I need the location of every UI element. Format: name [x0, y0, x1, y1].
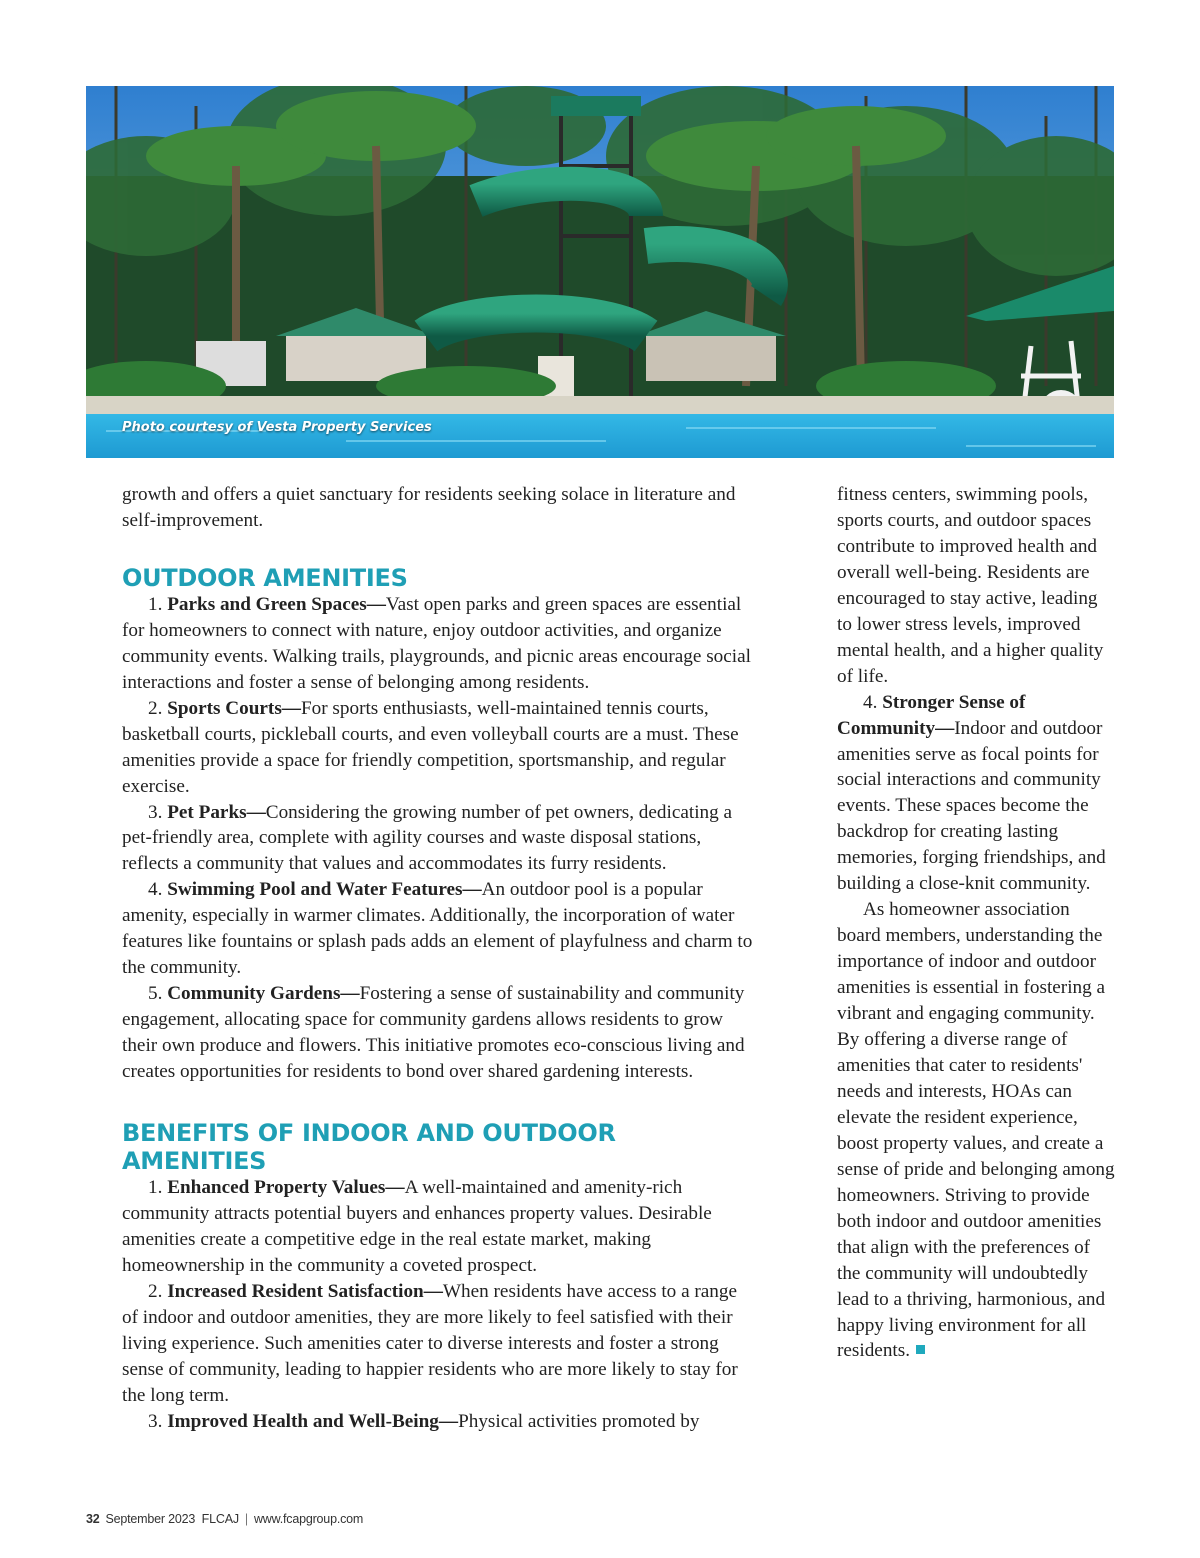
closing-paragraph: As homeowner association board members, understanding the importance of indoor and outdoor amenities is essential in fostering a vibrant and engaging community. By offering a diverse range of amenities that cater to residents' needs and interests, HOAs can elevate the resident experience, boost property values, and create a sense of pride and belonging among homeowners. Striving to provide both indoor and outdoor amenities that align with the preferences of the community will undoubtedly lead to a thriving, harmonious, and happy living environment for all residents. — [837, 899, 1115, 1362]
list-item: 1. Enhanced Property Values—A well-maintained and amenity-rich community attracts potential buyers and enhances property values. Desirable amenities create a competitive edge in the real estate market, making homeownership in the community a coveted prospect. — [122, 1177, 712, 1276]
list-item: 3. Pet Parks—Considering the growing number of pet owners, dedicating a pet-friendly area, complete with agility courses and waste disposal stations, reflects a community that values and accommodates its furry residents. — [122, 801, 733, 875]
page-number: 32 — [86, 1512, 100, 1526]
photo-credit: Photo courtesy of Vesta Property Services — [122, 420, 432, 435]
list-item: 3. Improved Health and Well-Being—Physical activities promoted by — [148, 1410, 700, 1432]
list-item: 2. Sports Courts—For sports enthusiasts, well-maintained tennis courts, basketball courts, pickleball courts, and even volleyball courts are a must. These amenities provide a space for friendly competition, sportsmanship, and regular exercise. — [122, 697, 739, 797]
issue-label: September 2023 FLCAJ — [105, 1512, 239, 1526]
page-footer — [86, 1512, 363, 1526]
footer-separator: | — [244, 1512, 248, 1526]
benefits-heading: BENEFITS OF INDOOR AND OUTDOOR AMENITIES — [122, 1119, 616, 1176]
list-item: 4. Stronger Sense of Community—Indoor and outdoor amenities serve as focal points for social interactions and community events. These spaces become the backdrop for creating lasting memories, forging friendships, and building a close-knit community. — [837, 691, 1106, 895]
footer-url[interactable]: www.fcapgroup.com — [253, 1512, 364, 1526]
hero-photo — [86, 86, 1114, 458]
continued-paragraph: fitness centers, swimming pools, sports courts, and outdoor spaces contribute to improved health and overall well-being. Residents are encouraged to stay active, leading to lower stress levels, improved mental health, and a higher quality of life. — [837, 484, 1104, 687]
end-of-article-icon — [916, 1345, 925, 1354]
list-item: 4. Swimming Pool and Water Features—An outdoor pool is a popular amenity, especially in warmer climates. Additionally, the incorporation of water features like fountains or splash pads adds an element of playfulness and charm to the community. — [122, 879, 753, 979]
left-column — [122, 482, 757, 1435]
intro-paragraph: growth and offers a quiet sanctuary for residents seeking solace in literature and self-improvement. — [122, 484, 736, 531]
list-item: 1. Parks and Green Spaces—Vast open parks and green spaces are essential for homeowners to connect with nature, enjoy outdoor activities, and organize community events. Walking trails, playgrounds, and picnic areas encourage social interactions and foster a sense of belonging among residents. — [122, 593, 751, 693]
list-item: 5. Community Gardens—Fostering a sense of sustainability and community engagement, allocating space for community gardens allows residents to grow their own produce and flowers. This initiative promotes eco-conscious living and creates opportunities for residents to bond over shared gardening interests. — [122, 983, 745, 1083]
outdoor-amenities-heading: OUTDOOR AMENITIES — [122, 563, 408, 592]
waterpark-illustration — [86, 86, 1114, 458]
list-item: 2. Increased Resident Satisfaction—When residents have access to a range of indoor and outdoor amenities, they are more likely to feel satisfied with their living experience. Such amenities cater to diverse interests and foster a strong sense of community, leading to happier residents who are more likely to stay for the long term. — [122, 1280, 738, 1406]
right-column — [837, 482, 1115, 1364]
